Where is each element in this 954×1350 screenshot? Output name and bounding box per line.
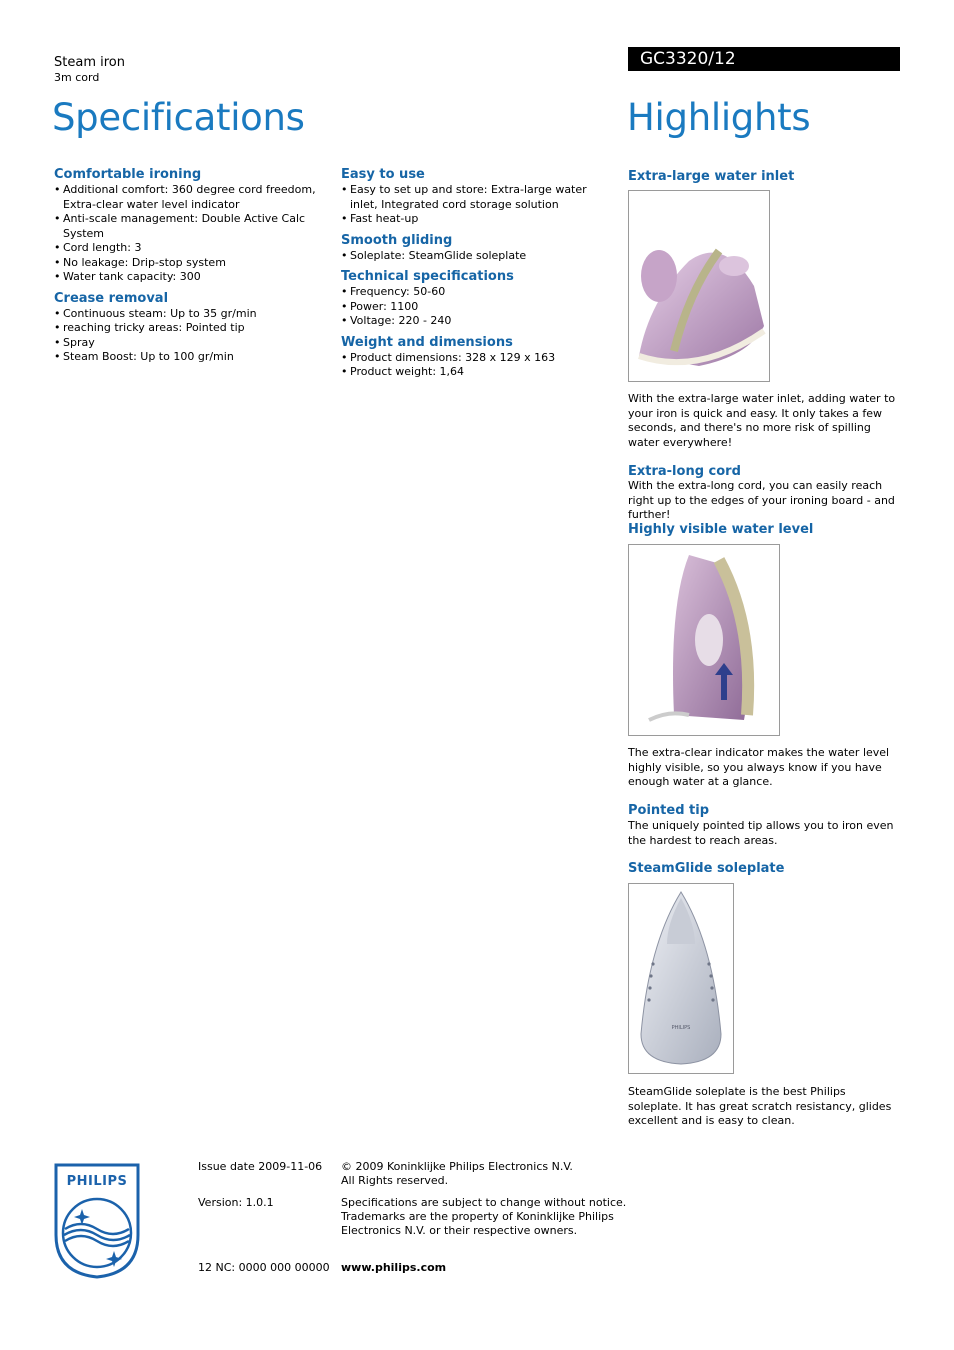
iron-image xyxy=(628,190,770,382)
spec-heading: Comfortable ironing xyxy=(54,167,202,182)
notice-line: Trademarks are the property of Koninklijke Philips xyxy=(341,1210,614,1223)
highlight-heading: Pointed tip xyxy=(628,803,710,818)
spec-section xyxy=(341,335,609,380)
specifications-title: Specifications xyxy=(52,96,305,139)
model-bar xyxy=(628,47,900,71)
spec-item: • Fast heat-up xyxy=(341,212,609,227)
water-level-image xyxy=(628,544,780,736)
spec-heading: Crease removal xyxy=(54,290,169,306)
issue-date: Issue date 2009-11-06 xyxy=(198,1160,323,1173)
spec-item: • Steam Boost: Up to 100 gr/min xyxy=(54,350,316,365)
highlight-heading: SteamGlide soleplate xyxy=(628,861,785,876)
spec-item: • Product weight: 1,64 xyxy=(341,365,609,380)
spec-column-2 xyxy=(341,167,609,380)
spec-heading: Easy to use xyxy=(341,167,425,182)
highlight-heading: Extra-large water inlet xyxy=(628,169,795,184)
copyright-line: All Rights reserved. xyxy=(341,1174,449,1187)
spec-item: • No leakage: Drip-stop system xyxy=(54,256,316,271)
spec-item: • Anti-scale management: Double Active Calc System xyxy=(54,212,316,241)
philips-logo xyxy=(54,1163,140,1279)
spec-item: • Cord length: 3 xyxy=(54,241,316,256)
spec-column-1 xyxy=(54,167,316,365)
spec-item: • Spray xyxy=(54,336,316,351)
highlight-text: With the extra-long cord, you can easily reach right up to the edges of your ironing board - and further! xyxy=(628,479,895,521)
notice-line: Electronics N.V. or their respective owners. xyxy=(341,1224,578,1237)
website-link[interactable]: www.philips.com xyxy=(341,1261,447,1274)
highlights-title: Highlights xyxy=(627,96,811,139)
spec-item: • Easy to set up and store: Extra-large water inlet, Integrated cord storage solution xyxy=(341,183,609,212)
spec-item: • Voltage: 220 - 240 xyxy=(341,314,609,329)
spec-section xyxy=(54,291,316,365)
spec-section xyxy=(341,269,609,329)
spec-item: • Power: 1100 xyxy=(341,300,609,315)
highlight-heading: Extra-long cord xyxy=(628,464,741,479)
spec-section xyxy=(341,167,609,227)
spec-heading: Smooth gliding xyxy=(341,232,453,248)
spec-heading: Weight and dimensions xyxy=(341,334,513,350)
spec-heading: Technical specifications xyxy=(341,269,514,284)
highlight-text: With the extra-large water inlet, adding water to your iron is quick and easy. It only takes a few seconds, and there's no more risk of spilling water everywhere! xyxy=(628,392,896,449)
spec-item: • Continuous steam: Up to 35 gr/min xyxy=(54,307,316,322)
nc-number: 12 NC: 0000 000 00000 xyxy=(198,1261,330,1274)
version: Version: 1.0.1 xyxy=(198,1196,274,1209)
soleplate-brand: PHILIPS xyxy=(671,1025,691,1031)
spec-item: • Soleplate: SteamGlide soleplate xyxy=(341,249,609,264)
spec-section xyxy=(341,233,609,264)
logo-wordmark: PHILIPS xyxy=(66,1174,128,1189)
product-subtitle: 3m cord xyxy=(54,71,100,84)
model-number: GC3320/12 xyxy=(640,49,736,69)
highlight-text: The extra-clear indicator makes the water level highly visible, so you always know if you have enough water at a glance. xyxy=(628,746,890,788)
highlight-heading: Highly visible water level xyxy=(628,522,814,537)
highlight-text: The uniquely pointed tip allows you to iron even the hardest to reach areas. xyxy=(628,819,894,847)
spec-item: • Additional comfort: 360 degree cord freedom, Extra-clear water level indicator xyxy=(54,183,316,212)
notice-line: Specifications are subject to change without notice. xyxy=(341,1196,627,1209)
soleplate-image xyxy=(628,883,734,1074)
copyright-line: © 2009 Koninklijke Philips Electronics N.V. xyxy=(341,1160,573,1173)
spec-item: • Frequency: 50-60 xyxy=(341,285,609,300)
product-type: Steam iron xyxy=(54,55,125,70)
spec-item: • reaching tricky areas: Pointed tip xyxy=(54,321,316,336)
spec-item: • Water tank capacity: 300 xyxy=(54,270,316,285)
spec-item: • Product dimensions: 328 x 129 x 163 xyxy=(341,351,609,366)
highlight-text: SteamGlide soleplate is the best Philips soleplate. It has great scratch resistancy, glides excellent and is easy to clean. xyxy=(628,1085,892,1127)
spec-section xyxy=(54,167,316,285)
